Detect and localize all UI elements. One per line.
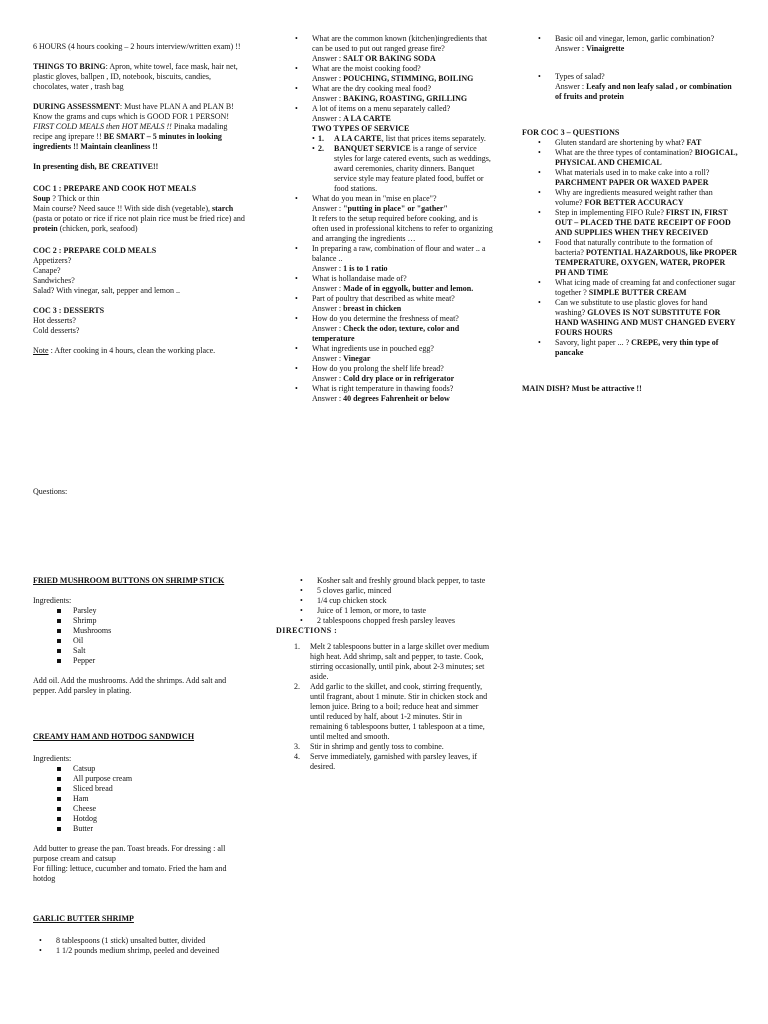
question-item: • Step in implementing FIFO Rule? FIRST IN, FIRST OUT – PLACED THE DATE RECEIPT OF FOOD AND SUPPLIES WHEN THEY RECEIVED: [538, 208, 738, 238]
ingredient: • 1 1/2 pounds medium shrimp, peeled and deveined: [39, 946, 248, 956]
things-to-bring: THINGS TO BRING: Apron, white towel, face mask, hair net, plastic gloves, ballpen , ID, notebook, biscuits, candies, chocolates, water , trash bag: [33, 62, 238, 91]
service-type: • 2. BANQUET SERVICE is a range of service styles for large catered events, such as weddings, award ceremonies, charity dinners. Banquet service style may feature plated food, buffet or food stations.: [312, 144, 495, 194]
recipe2-title: CREAMY HAM AND HOTDOG SANDWICH: [33, 732, 195, 741]
recipe1-title: FRIED MUSHROOM BUTTONS ON SHRIMP STICK: [33, 576, 225, 585]
question-item: • What materials used in to make cake into a roll? PARCHMENT PAPER OR WAXED PAPER: [538, 168, 738, 188]
question-item: • What ingredients use in pouched egg? Answer : Vinegar: [295, 344, 495, 364]
ingredient: Salt: [57, 646, 248, 656]
ingredient: Parsley: [57, 606, 248, 616]
question-item: • How do you determine the freshness of meat? Answer : Check the odor, texture, color and temperature: [295, 314, 495, 344]
recipe1-steps: Add oil. Add the mushrooms. Add the shrimps. Add salt and pepper. Add parsley in plating.: [33, 676, 227, 695]
coc1-soup: Soup ? Thick or thin: [33, 194, 100, 203]
ingredient: Pepper: [57, 656, 248, 666]
question-item: • What are the three types of contamination? BIOGICAL, PHYSICAL AND CHEMICAL: [538, 148, 738, 168]
coc3-questions-heading: FOR COC 3 – QUESTIONS: [522, 128, 620, 137]
coc1-heading: COC 1 : PREPARE AND COOK HOT MEALS: [33, 184, 197, 193]
ingredient: All purpose cream: [57, 774, 248, 784]
recipe3-title: GARLIC BUTTER SHRIMP: [33, 914, 134, 923]
ingredient: Mushrooms: [57, 626, 248, 636]
note: Note : After cooking in 4 hours, clean the working place.: [33, 346, 216, 355]
question-item: • A lot of items on a menu separately called? Answer : A LA CARTE TWO TYPES OF SERVICE • 1. A LA CARTE, list that prices items separately. • 2. BANQUET SERVICE is a range of service styles for large catered events, such as weddings, award ceremonies, charity dinners. Banquet service style may feature plated food, buffet or food stations.: [295, 104, 495, 194]
coc2-line: Appetizers?: [33, 256, 72, 265]
ingredient: • 1/4 cup chicken stock: [300, 596, 491, 606]
exam-duration: 6 HOURS (4 hours cooking – 2 hours interview/written exam) !!: [33, 42, 241, 51]
recipe2-ingredients-label: Ingredients:: [33, 754, 72, 763]
direction-step: 4. Serve immediately, garnished with parsley leaves, if desired.: [294, 752, 477, 771]
ingredient: Cheese: [57, 804, 248, 814]
question-item: • What icing made of creaming fat and confectioner sugar together ? SIMPLE BUTTER CREAM: [538, 278, 738, 298]
coc2-heading: COC 2 : PREPARE COLD MEALS: [33, 246, 157, 255]
coc1-main-course: Main course? Need sauce !! With side dish (vegetable), starch (pasta or potato or rice if rice not plain rice must be fried rice) and protein (chicken, pork, seafood): [33, 204, 245, 233]
question-item: • Part of poultry that described as white meat? Answer : breast in chicken: [295, 294, 495, 314]
ingredient: • 8 tablespoons (1 stick) unsalted butter, divided: [39, 936, 248, 946]
question-item: • What are the dry cooking meal food? Answer : BAKING, ROASTING, GRILLING: [295, 84, 495, 104]
question-item: • Basic oil and vinegar, lemon, garlic combination? Answer : Vinaigrette: [538, 34, 738, 54]
notes-column: [33, 42, 248, 356]
question-item: • Types of salad? Answer : Leafy and non leafy salad , or combination of fruits and protein: [538, 72, 738, 102]
question-item: • In preparing a raw, combination of flour and water .. a balance .. Answer : 1 is to 1 ratio: [295, 244, 495, 274]
ingredient: • 2 tablespoons chopped fresh parsley leaves: [300, 616, 491, 626]
recipe1-ingredients-label: Ingredients:: [33, 596, 72, 605]
main-dish-note: MAIN DISH? Must be attractive !!: [522, 384, 642, 393]
question-item: • How do you prolong the shelf life bread? Answer : Cold dry place or in refrigerator: [295, 364, 495, 384]
service-type: • 1. A LA CARTE, list that prices items separately.: [312, 134, 495, 144]
direction-step: 1. Melt 2 tablespoons butter in a large skillet over medium high heat. Add shrimp, salt and pepper, to taste. Cook, stirring occasionally, until pink, about 2-3 minutes; set aside.: [294, 642, 490, 681]
question-item: • Gluten standard are shortening by what? FAT: [538, 138, 738, 148]
coc2-line: Salad? With vinegar, salt, pepper and lemon ..: [33, 286, 180, 295]
question-item: • What is hollandaise made of? Answer : Made of in eggyolk, butter and lemon.: [295, 274, 495, 294]
recipes-column: [33, 576, 248, 956]
questions-label: Questions:: [33, 487, 68, 496]
coc2-line: Sandwiches?: [33, 276, 75, 285]
recipe2-ingredients: [33, 764, 248, 834]
ingredient: Oil: [57, 636, 248, 646]
coc3-column: [522, 34, 738, 394]
ingredient: Shrimp: [57, 616, 248, 626]
question-item: • What are the common known (kitchen)ingredients that can be used to put out ranged grease fire? Answer : SALT OR BAKING SODA: [295, 34, 495, 64]
recipe3-continued: [276, 576, 491, 772]
question-item: • Why are ingredients measured weight rather than volume? FOR BETTER ACCURACY: [538, 188, 738, 208]
coc3-heading: COC 3 : DESSERTS: [33, 306, 105, 315]
ingredient: Catsup: [57, 764, 248, 774]
direction-step: 2. Add garlic to the skillet, and cook, stirring frequently, until fragrant, about 1 minute. Stir in chicken stock and lemon juice. Bring to a boil; reduce heat and simmer until reduced by half, about 1-2 minutes. Stir in remaining 6 tablespoons butter, 1 tablespoon at a time, until melted and smooth.: [294, 682, 488, 741]
directions-heading: DIRECTIONS :: [276, 626, 338, 635]
presentation-tip: In presenting dish, BE CREATIVE!!: [33, 162, 159, 171]
question-item: • Can we substitute to use plastic gloves for hand washing? GLOVES IS NOT SUBSTITUTE FOR HAND WASHING AND MUST CHANGED EVERY FOURS HOURS: [538, 298, 738, 338]
ingredient: • Kosher salt and freshly ground black pepper, to taste: [300, 576, 491, 586]
ingredient: Hotdog: [57, 814, 248, 824]
recipe3-ingredients-a: [39, 936, 248, 956]
ingredient: Sliced bread: [57, 784, 248, 794]
recipe2-filling: For filling: lettuce, cucumber and tomato. Fried the ham and hotdog: [33, 864, 227, 883]
coc2-line: Canape?: [33, 266, 61, 275]
meal-order-tip: FIRST COLD MEALS then HOT MEALS !! Pinaka madaling recipe ang iprepare !! BE SMART – 5 minutes in looking ingredients !! Maintain cleanliness !!: [33, 122, 228, 151]
recipe1-ingredients: [33, 606, 248, 666]
during-assessment: DURING ASSESSMENT: Must have PLAN A and PLAN B! Know the grams and cups which is GOOD FOR 1 PERSON!: [33, 102, 234, 121]
coc3-line: Cold desserts?: [33, 326, 80, 335]
question-item: • Food that naturally contribute to the formation of bacteria? POTENTIAL HAZARDOUS, like PROPER TEMPERATURE, OXYGEN, WATER, PROPER PH AND TIME: [538, 238, 738, 278]
questions-column: [295, 34, 495, 404]
question-item: • What is right temperature in thawing foods? Answer : 40 degrees Fahrenheit or below: [295, 384, 495, 404]
coc3-line: Hot desserts?: [33, 316, 76, 325]
ingredient: Butter: [57, 824, 248, 834]
direction-step: 3. Stir in shrimp and gently toss to combine.: [294, 742, 444, 751]
question-item: • What are the moist cooking food? Answer : POUCHING, STIMMING, BOILING: [295, 64, 495, 84]
recipe2-steps: Add butter to grease the pan. Toast breads. For dressing : all purpose cream and catsup: [33, 844, 226, 863]
directions-list: [288, 642, 491, 772]
question-item: • Savory, light paper ... ? CREPE, very thin type of pancake: [538, 338, 738, 358]
recipe3-ingredients-b: [300, 576, 491, 626]
service-types-heading: TWO TYPES OF SERVICE: [312, 124, 410, 133]
ingredient: • Juice of 1 lemon, or more, to taste: [300, 606, 491, 616]
ingredient: Ham: [57, 794, 248, 804]
question-item: • What do you mean in "mise en place"? Answer : "putting in place" or "gather" It refers to the setup required before cooking, and is often used in professional kitchens to refer to organizing and arranging the ingredients …: [295, 194, 495, 244]
ingredient: • 5 cloves garlic, minced: [300, 586, 491, 596]
